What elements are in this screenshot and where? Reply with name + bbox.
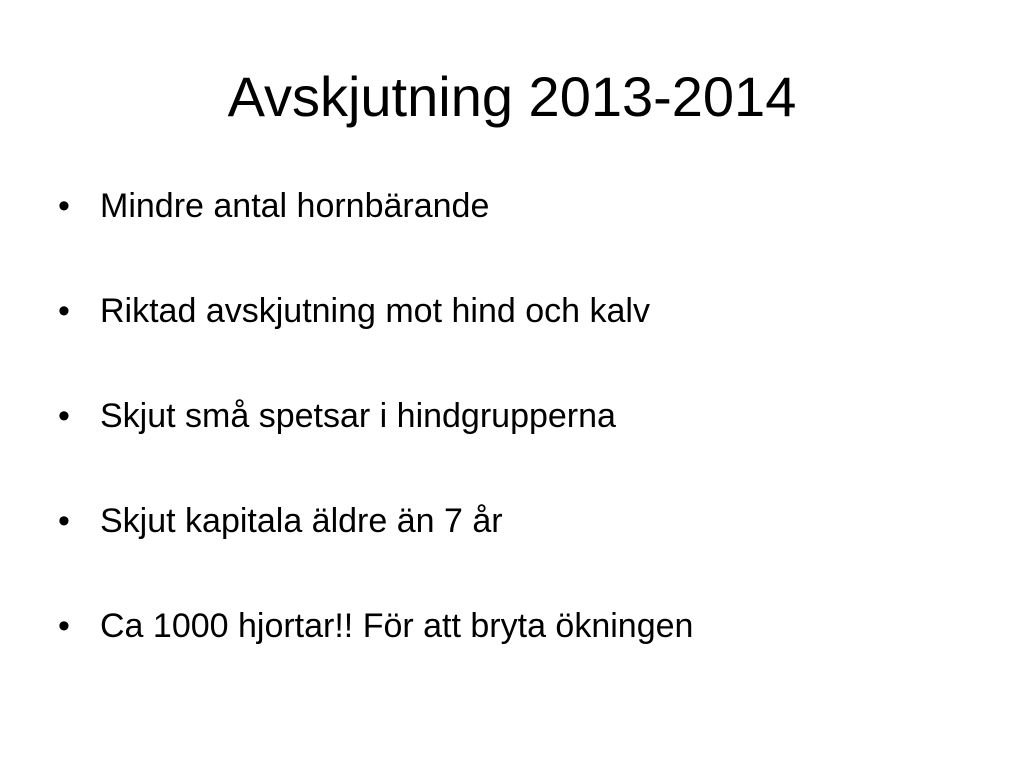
bullet-text: Ca 1000 hjortar!! För att bryta ökningen: [100, 607, 694, 645]
bullet-dot-icon: •: [58, 607, 70, 645]
bullet-dot-icon: •: [58, 292, 70, 330]
bullet-dot-icon: •: [58, 187, 70, 225]
bullet-text: Riktad avskjutning mot hind och kalv: [100, 292, 650, 330]
bullet-text: Mindre antal hornbärande: [100, 187, 490, 225]
bullet-dot-icon: •: [58, 397, 70, 435]
bullet-dot-icon: •: [58, 502, 70, 540]
bullet-text: Skjut kapitala äldre än 7 år: [100, 502, 503, 540]
bullet-text: Skjut små spetsar i hindgrupperna: [100, 397, 616, 435]
slide-title: Avskjutning 2013-2014: [227, 65, 797, 128]
